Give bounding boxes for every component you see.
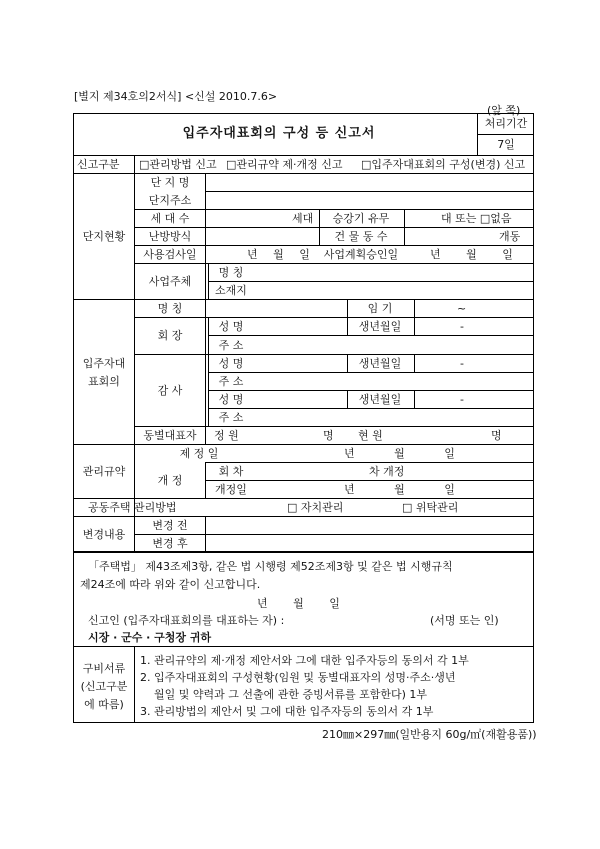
- report-form: [73, 113, 534, 723]
- auditor1-birth-label: 생년월일: [358, 357, 402, 370]
- inspection-date: 년 월 일: [247, 248, 310, 261]
- enact-date: 년 월 일: [344, 447, 455, 460]
- round-label: 회 차: [218, 465, 244, 478]
- revise-label: 개 정: [157, 474, 183, 487]
- auditor-label: 감 사: [157, 384, 183, 397]
- rep-label: 동별대표자: [143, 429, 197, 442]
- buildings-label: 건 물 동 수: [334, 230, 388, 243]
- report-type-option-council[interactable]: □입주자대표회의 구성(변경) 신고: [361, 158, 526, 171]
- report-type-option-method[interactable]: □관리방법 신고: [139, 158, 217, 171]
- elevator-label: 승강기 유무: [332, 212, 390, 225]
- declaration-line-2: 제24조에 따라 위와 같이 신고합니다.: [80, 578, 261, 591]
- council-section-label: 입주자대: [82, 357, 126, 370]
- change-before-label: 변경 전: [152, 519, 188, 532]
- complex-section-label: 단지현황: [82, 230, 126, 243]
- complex-name-label: 단 지 명: [150, 176, 190, 189]
- documents-label-2: (신고구분: [80, 680, 128, 693]
- auditor2-name-label: 성 명: [218, 393, 244, 406]
- chair-birth-label: 생년월일: [358, 320, 402, 333]
- operator-name-label: 명 칭: [218, 266, 244, 279]
- document-item-2-cont: 월일 및 약력과 그 선출에 관한 증빙서류를 포함한다) 1부: [154, 688, 428, 701]
- chair-birth-separator: -: [460, 320, 464, 333]
- report-type-option-bylaws[interactable]: □관리규약 제·개정 신고: [226, 158, 343, 171]
- paper-size-footer: 210㎜×297㎜(일반용지 60g/㎡(재활용품)): [322, 728, 537, 741]
- households-label: 세 대 수: [150, 212, 190, 225]
- management-option-commission[interactable]: □ 위탁관리: [402, 501, 459, 514]
- documents-label-3: 에 따름): [84, 698, 124, 711]
- inspection-label: 사용검사일: [143, 248, 197, 261]
- households-unit: 세대: [292, 212, 314, 225]
- processing-period-value: 7일: [497, 138, 515, 151]
- auditor2-birth-separator: -: [460, 393, 464, 406]
- complex-address-label: 단지주소: [148, 194, 192, 207]
- report-type-label: 신고구분: [77, 158, 120, 171]
- auditor1-name-label: 성 명: [218, 357, 244, 370]
- council-section-label-2: 표회의: [88, 375, 120, 388]
- operator-address-label: 소재지: [215, 284, 247, 297]
- plan-approval-date: 년 월 일: [430, 248, 513, 261]
- recipient-label: 시장 · 군수 · 구청장 귀하: [88, 631, 212, 644]
- operator-label: 사업주체: [148, 275, 192, 288]
- enact-label: 제 정 일: [179, 447, 219, 460]
- current-label: 현 원: [358, 429, 383, 442]
- change-after-label: 변경 후: [152, 537, 188, 550]
- quota-label: 정 원: [214, 429, 239, 442]
- document-item-3: 3. 관리방법의 제안서 및 그에 대한 입주자등의 동의서 각 1부: [140, 705, 434, 718]
- management-label: 공동주택 관리방법: [88, 501, 177, 514]
- document-item-2: 2. 입주자대표회의 구성현황(임원 및 동별대표자의 성명·주소·생년: [140, 671, 456, 684]
- chair-label: 회 장: [157, 329, 183, 342]
- elevator-value[interactable]: 대 또는 □없음: [441, 212, 512, 225]
- auditor1-address-label: 주 소: [218, 375, 244, 388]
- revise-date-label: 개정일: [215, 483, 247, 496]
- chair-address-label: 주 소: [218, 339, 244, 352]
- declaration-date: 년 월 일: [257, 597, 340, 610]
- page-side-label: (앞 쪽): [487, 104, 521, 117]
- auditor2-birth-label: 생년월일: [358, 393, 402, 406]
- change-label: 변경내용: [82, 528, 126, 541]
- current-unit: 명: [491, 429, 502, 442]
- chair-name-label: 성 명: [218, 320, 244, 333]
- round-value: 차 개정: [369, 465, 405, 478]
- bylaws-section-label: 관리규약: [82, 465, 126, 478]
- signature-label: (서명 또는 인): [430, 614, 499, 627]
- auditor1-birth-separator: -: [460, 357, 464, 370]
- plan-approval-label: 사업계획승인일: [323, 248, 399, 261]
- buildings-unit: 개동: [499, 230, 521, 243]
- revise-date: 년 월 일: [344, 483, 455, 496]
- processing-period-label: 처리기간: [484, 117, 528, 130]
- form-title: 입주자대표회의 구성 등 신고서: [182, 126, 376, 141]
- documents-label-1: 구비서류: [82, 662, 126, 675]
- heating-label: 난방방식: [148, 230, 192, 243]
- quota-unit: 명: [323, 429, 334, 442]
- auditor2-address-label: 주 소: [218, 411, 244, 424]
- declaration-line-1: 「주택법」 제43조제3항, 같은 법 시행령 제52조제3항 및 같은 법 시행규칙: [88, 560, 453, 573]
- term-separator: ~: [457, 302, 467, 315]
- reporter-label: 신고인 (입주자대표회의를 대표하는 자) :: [88, 614, 285, 627]
- document-item-1: 1. 관리규약의 제·개정 제안서와 그에 대한 입주자등의 동의서 각 1부: [140, 654, 469, 667]
- term-label: 임 기: [367, 302, 393, 315]
- form-number: [별지 제34호의2서식] <신설 2010.7.6>: [74, 90, 278, 103]
- council-name-label: 명 칭: [157, 302, 183, 315]
- management-option-self[interactable]: □ 자치관리: [287, 501, 344, 514]
